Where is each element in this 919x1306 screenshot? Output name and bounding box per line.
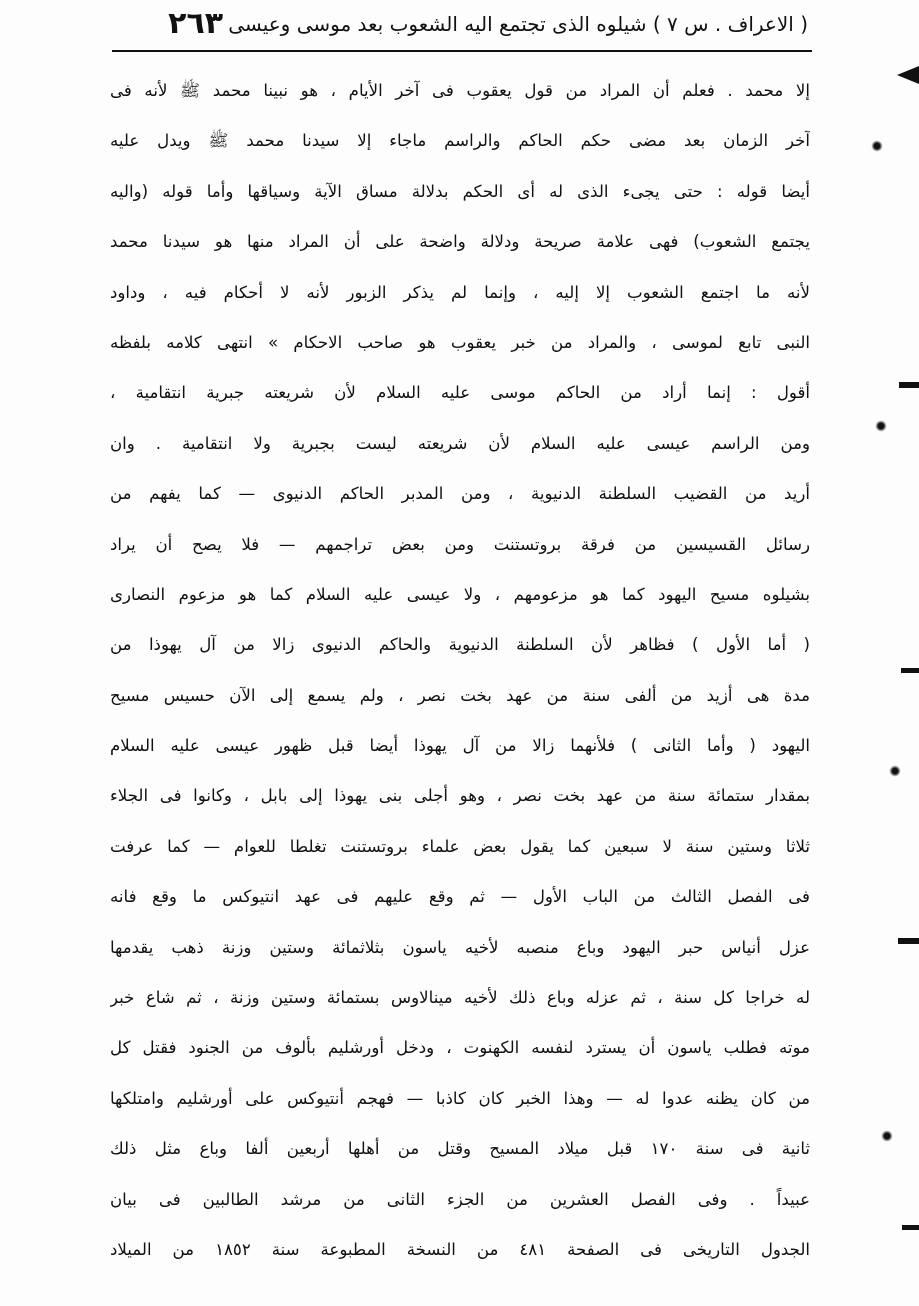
margin-speck [874,420,888,432]
text-line: إلا محمد . فعلم أن المراد من قول يعقوب فى آخر الأيام ، هو نبينا محمد ﷺ لأنه فى [110,81,810,100]
margin-dash [902,1225,919,1230]
margin-dash [901,668,919,673]
text-line: عزل أنياس حبر اليهود وباع منصبه لأخيه ياسون بثلاثمائة وستين وزنة ذهب يقدمها [110,937,810,957]
text-line: الجدول التاريخى فى الصفحة ٤٨١ من النسخة المطبوعة سنة ١٨٥٢ من الميلاد [110,1239,810,1259]
margin-speck [888,765,902,777]
text-line: فى الفصل الثالث من الباب الأول — ثم وقع عليهم فى عهد انتيوكس ما وقع فانه [110,887,810,907]
text-line: بمقدار ستمائة سنة من عهد بخت نصر ، وهو أجلى بنى يهوذا إلى بابل ، وكانوا فى الجلاء [110,786,810,806]
text-line: أيضا قوله : حتى يجىء الذى له أى الحكم بدلالة مساق الآية وسياقها وأما قوله (واليه [110,181,810,201]
text-line: ثانية فى سنة ١٧٠ قبل ميلاد المسيح وقتل من أهلها أربعين ألفا وباع مثل ذلك [110,1139,810,1159]
body-text [110,66,810,1275]
margin-dash [898,938,919,944]
text-line: من كان يظنه عدوا له — وهذا الخبر كان كاذبا — فهجم أنتيوكس على أورشليم وامتلكها [110,1088,810,1108]
text-line: بشيلوه مسيح اليهود كما هو مزعومهم ، ولا عيسى عليه السلام كما هو مزعوم النصارى [110,584,810,604]
text-line: ومن الراسم عيسى عليه السلام لأن شريعته ليست بجبرية ولا انتقامية . وان [110,433,810,453]
text-line: أقول : إنما أراد من الحاكم موسى عليه السلام لأن شريعته جبرية انتقامية ، [110,383,810,403]
text-line: موته فطلب ياسون أن يسترد لنفسه الكهنوت ، ودخل أورشليم بألوف من الجنود فقتل كل [110,1038,810,1058]
header-divider [112,50,812,52]
page-header [108,4,808,48]
text-line: له خراجا كل سنة ، ثم عزله وباع ذلك لأخيه مينالاوس بستمائة وستين وزنة ، ثم شاع خبر [110,988,810,1008]
text-line: رسائل القسيسين من فرقة بروتستنت ومن بعض تراجمهم — فلا يصح أن يراد [110,534,810,554]
text-line: لأنه ما اجتمع الشعوب إلا إليه ، وإنما لم يذكر الزبور لأنه لا أحكام فيه ، وداود [110,282,810,302]
margin-dash [899,382,919,388]
text-line: يجتمع الشعوب) فهى علامة صريحة ودلالة واضحة على أن المراد منها هو سيدنا محمد [110,232,810,252]
page-number: ٢٦٣ [168,6,224,41]
text-line: ثلاثا وستين سنة لا سبعين كما يقول بعض علماء بروتستنت تغلطا للعوام — كما عرفت [110,836,810,856]
text-line: اليهود ( وأما الثانى ) فلأنهما زالا من آل يهوذا أيضا قبل ظهور عيسى عليه السلام [110,736,810,756]
text-line: أريد من القضيب السلطنة الدنيوية ، ومن المدبر الحاكم الدنيوى — كما يفهم من [110,484,810,504]
margin-speck [880,1130,894,1142]
text-line: آخر الزمان بعد مضى حكم الحاكم والراسم ماجاء إلا سيدنا محمد ﷺ ويدل عليه [110,131,810,151]
text-line: مدة هى أزيد من ألفى سنة من عهد بخت نصر ، ولم يسمع إلى الآن حسيس مسيح [110,685,810,705]
margin-arrow-mark [897,66,919,84]
text-line: ( أما الأول ) فظاهر لأن السلطنة الدنيوية والحاكم الدنيوى زالا من آل يهوذا من [110,635,810,655]
running-title: ( الاعراف . س ٧ ) شيلوه الذى تجتمع اليه الشعوب بعد موسى وعيسى [228,12,808,36]
margin-speck [870,140,884,152]
text-line: عبيداً . وفى الفصل العشرين من الجزء الثانى من مرشد الطالبين فى بيان [110,1189,810,1209]
text-line: النبى تابع لموسى ، والمراد من خبر يعقوب هو صاحب الاحكام » انتهى كلامه بلفظه [110,332,810,352]
